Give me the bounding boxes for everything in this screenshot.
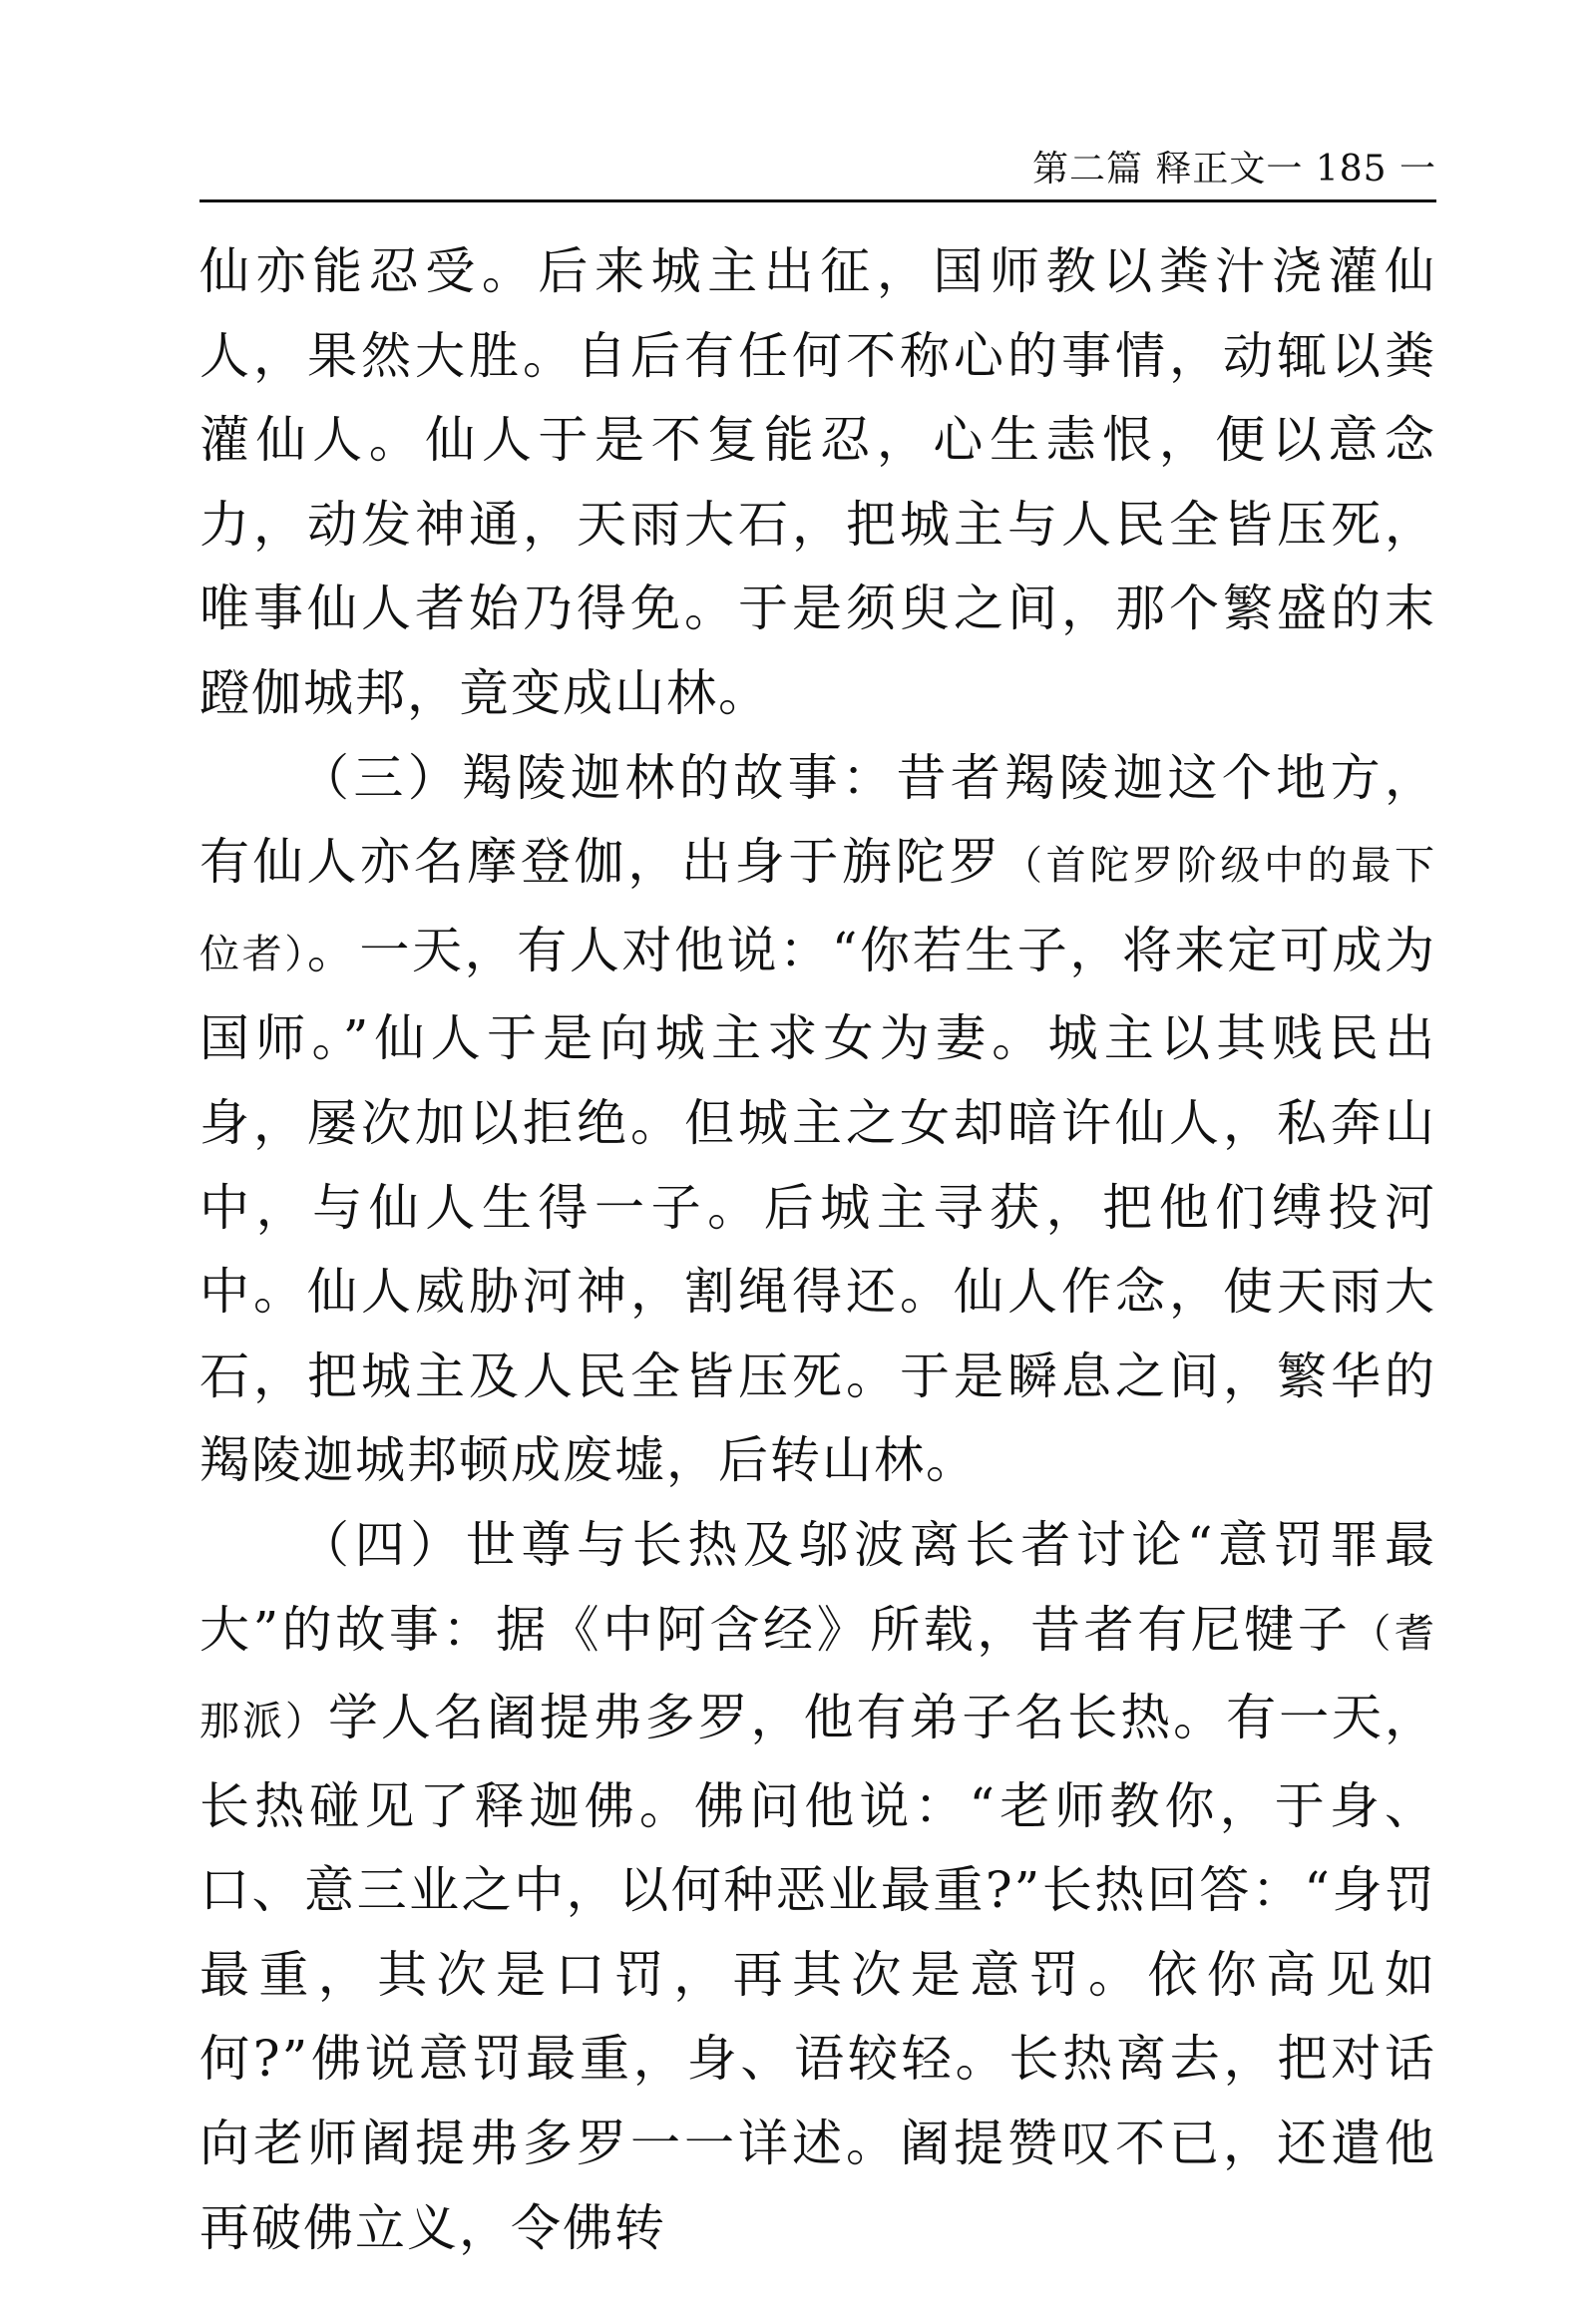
paragraph-story-4 (200, 1503, 1436, 2270)
paragraph-text: 。一天，有人对他说：“你若生子，将来定可成为国师。”仙人于是向城主求女为妻。城主以其贱民出身，屡次加以拒绝。但城主之女却暗许仙人，私奔山中，与仙人生得一子。后城主寻获，把他们缚投河中。仙人威胁河神，割绳得还。仙人作念，使天雨大石，把城主及人民全皆压死。于是瞬息之间，繁华的羯陵迦城邦顿成废墟，后转山林。 (200, 921, 1437, 1490)
paragraph-text: 学人名阇提弗多罗，他有弟子名长热。有一天，长热碰见了释迦佛。佛问他说：“老师教你，于身、口、意三业之中，以何种恶业最重?”长热回答：“身罚最重，其次是口罚，再其次是意罚。依你高见如何?”佛说意罚最重，身、语较轻。长热离去，把对话向老师阇提弗多罗一一详述。阇提赞叹不已，还遣他再破佛立义，令佛转 (200, 1689, 1437, 2257)
paragraph-text: （四）世尊与长热及邬波离长者讨论“意罚罪最大”的故事：据《中阿含经》所载，昔者有尼犍子 (200, 1515, 1436, 1659)
paragraph-continuation: 仙亦能忍受。后来城主出征，国师教以粪汁浇灌仙人，果然大胜。自后有任何不称心的事情，动辄以粪灌仙人。仙人于是不复能忍，心生恚恨，便以意念力，动发神通，天雨大石，把城主与人民全皆压死，唯事仙人者始乃得免。于是须臾之间，那个繁盛的末蹬伽城邦，竟变成山林。 (200, 242, 1436, 722)
paragraph-story-3 (200, 736, 1436, 1503)
inline-note: （耆那派） (200, 1610, 1437, 1745)
running-header: 第二篇 释正文一 185 一 (1031, 149, 1436, 190)
body-text (200, 229, 1436, 2270)
inline-note: （首陀罗阶级中的最下位者） (200, 843, 1436, 977)
header-rule (200, 199, 1436, 202)
paragraph-text: （三）羯陵迦林的故事：昔者羯陵迦这个地方，有仙人亦名摩登伽，出身于旃陀罗 (200, 748, 1436, 892)
